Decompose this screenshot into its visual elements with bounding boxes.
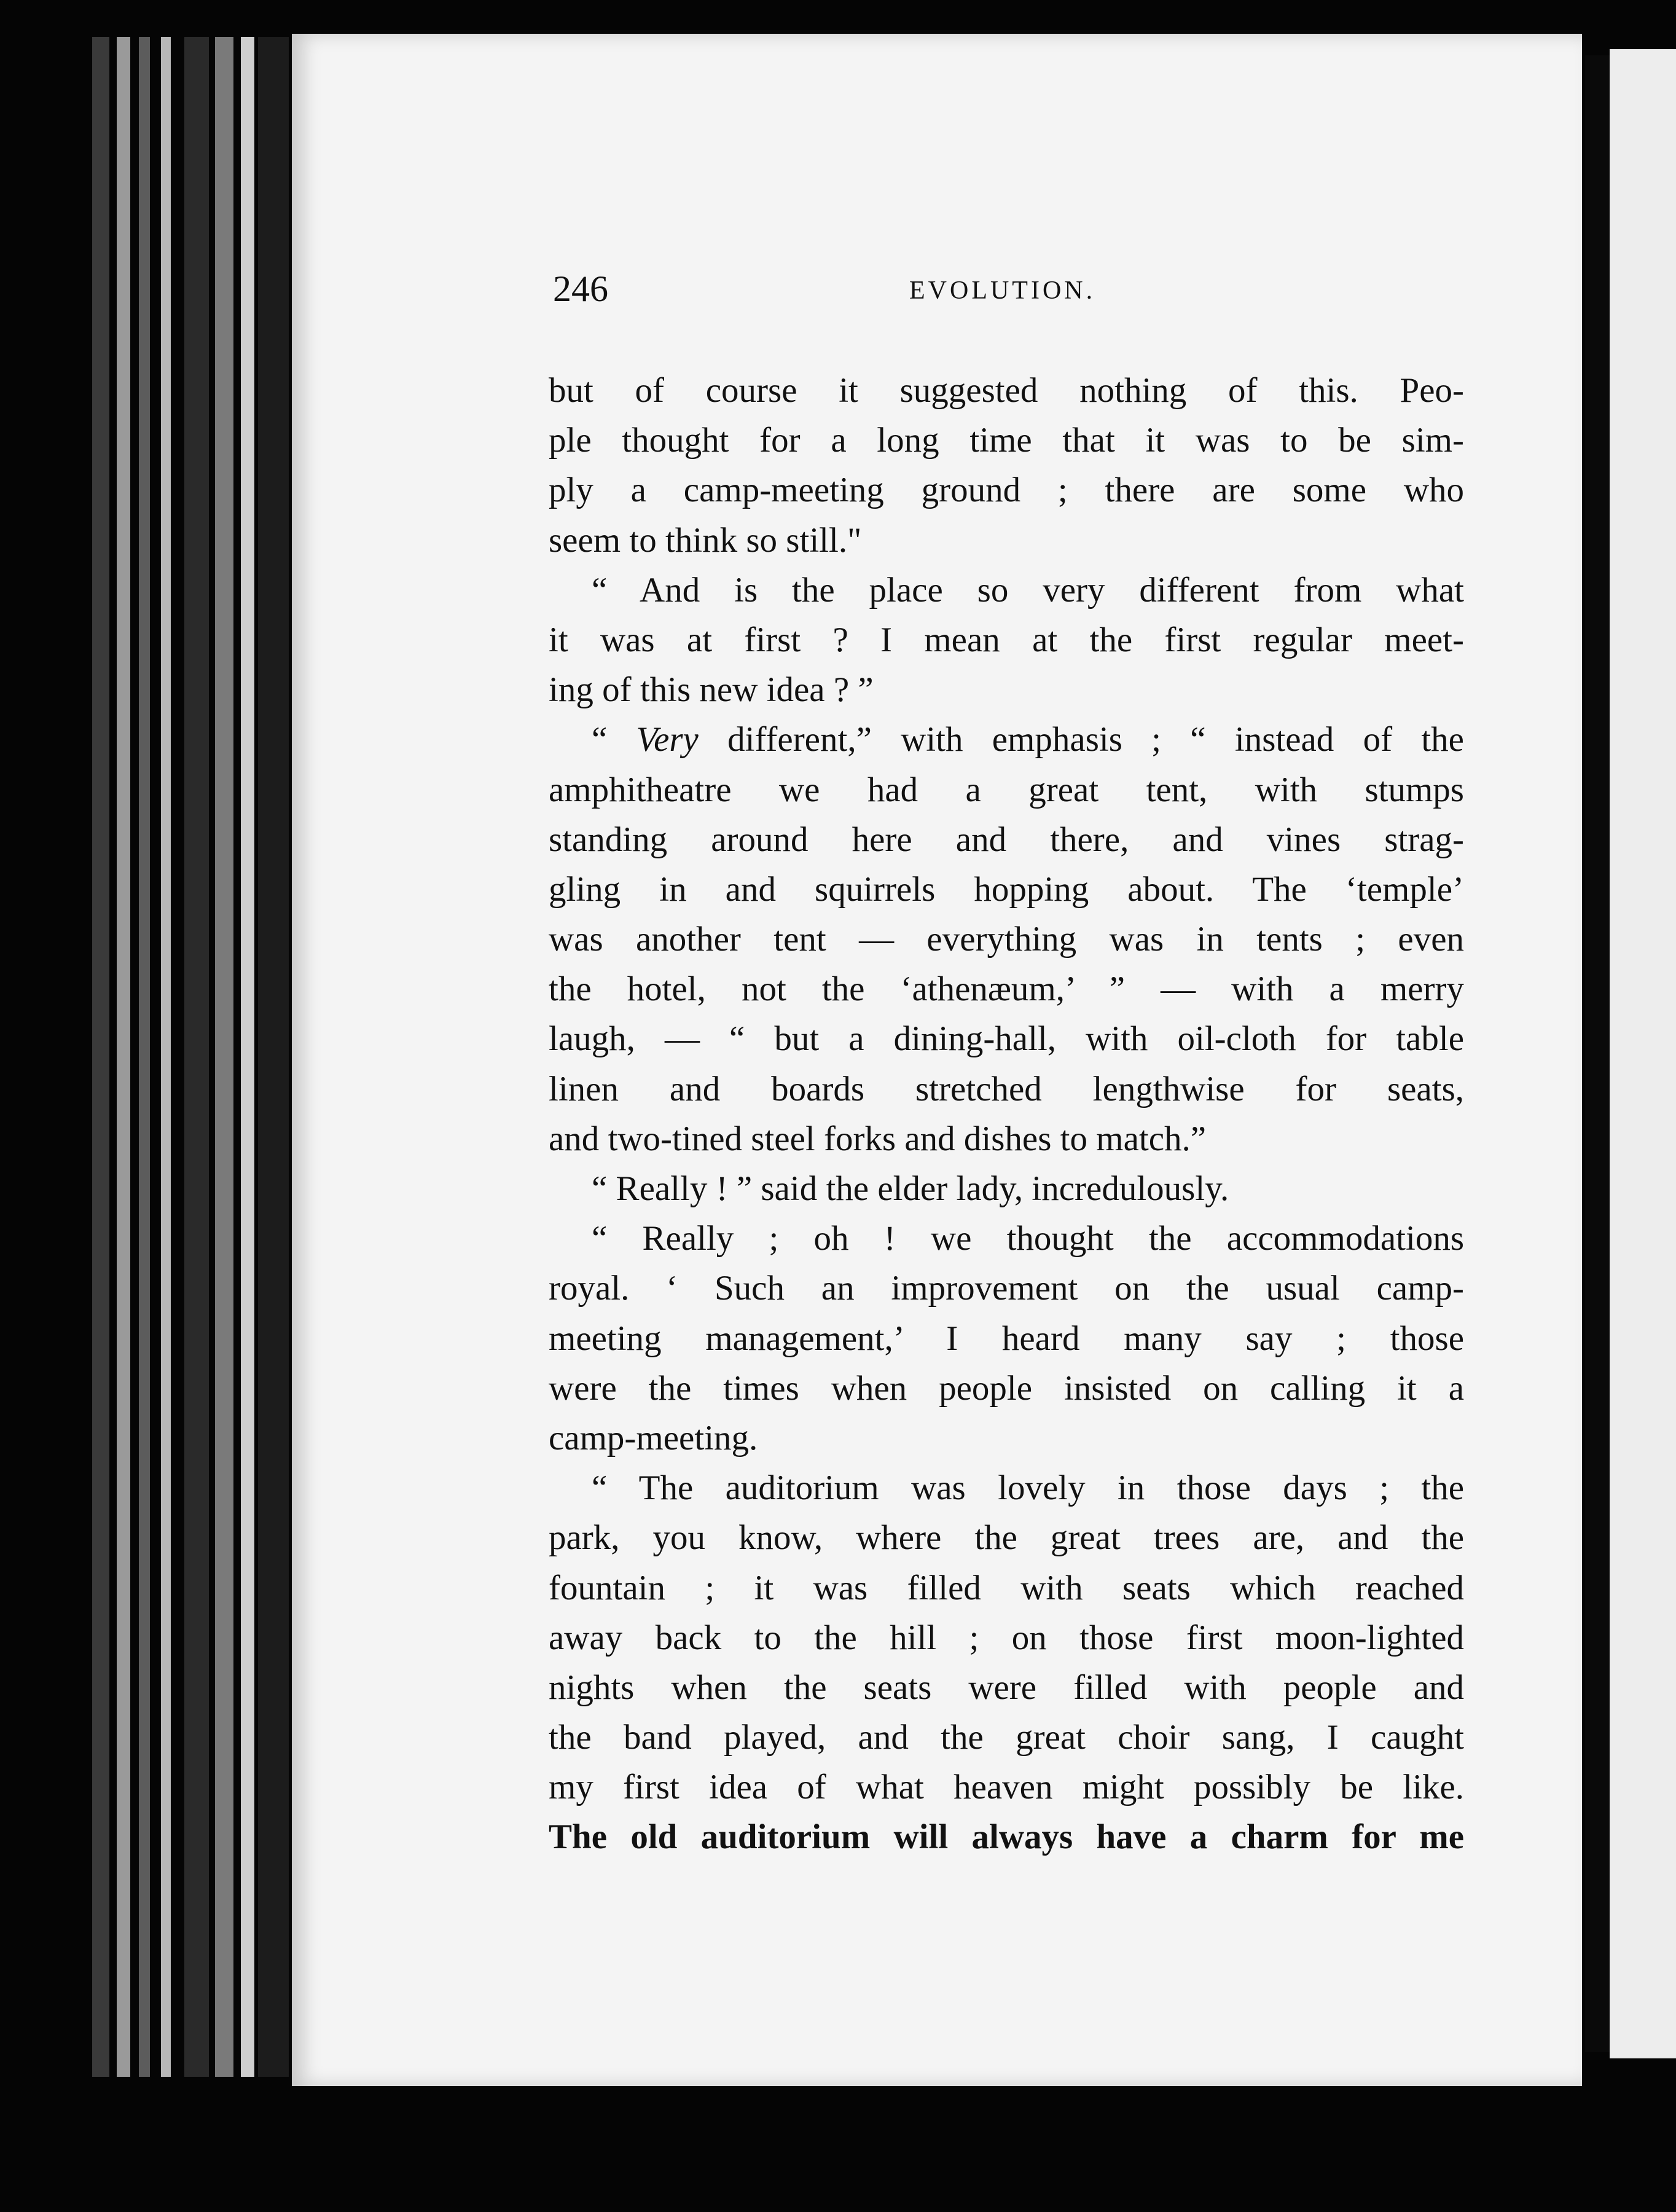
emphasis-word: Very — [636, 720, 699, 759]
facing-page-edge — [1610, 49, 1676, 2058]
text-line: ple thought for a long time that it was to be sim- — [549, 421, 1464, 460]
text-line: laugh, — “ but a dining-hall, with oil-cloth for table — [549, 1019, 1464, 1059]
page-number: 246 — [553, 269, 608, 309]
text-line: were the times when people insisted on calling it a — [549, 1368, 1464, 1408]
running-head: EVOLUTION. — [909, 276, 1096, 305]
page-gutter-shadow — [1585, 55, 1610, 2052]
text-line: linen and boards stretched lengthwise for seats, — [549, 1069, 1464, 1108]
book-edge-stripe — [92, 37, 109, 2077]
text-line: meeting management,’ I heard many say ; those — [549, 1319, 1464, 1358]
text-line: standing around here and there, and vines strag- — [549, 820, 1464, 859]
text-line: seem to think so still." — [549, 520, 862, 560]
text-line: park, you know, where the great trees are, and the — [549, 1518, 1464, 1558]
book-edge-stripe — [184, 37, 209, 2077]
text-line: The old auditorium will always have a charm for me — [549, 1818, 1464, 1857]
text-line: gling in and squirrels hopping about. The ‘temple’ — [549, 869, 1464, 909]
book-edge-stripe — [161, 37, 171, 2077]
page-body-text — [549, 366, 1464, 1862]
text-line: away back to the hill ; on those first moon-lighted — [549, 1618, 1464, 1657]
text-line-segment: “ — [592, 720, 636, 759]
text-line: but of course it suggested nothing of this. Peo- — [549, 371, 1464, 410]
text-line: ply a camp-meeting ground ; there are some who — [549, 471, 1464, 510]
text-line: “ And is the place so very different from what — [592, 570, 1464, 610]
book-edge-stripe — [215, 37, 233, 2077]
text-line: and two-tined steel forks and dishes to match.” — [549, 1119, 1207, 1158]
text-line: amphitheatre we had a great tent, with stumps — [549, 770, 1464, 809]
book-edge-stripe — [139, 37, 150, 2077]
text-line: my first idea of what heaven might possibly be like. — [549, 1768, 1464, 1807]
text-line: ing of this new idea ? ” — [549, 670, 874, 710]
text-line: the band played, and the great choir sang, I caught — [549, 1718, 1464, 1757]
book-edge-stripe — [117, 37, 130, 2077]
text-line: “ Really ; oh ! we thought the accommodations — [592, 1219, 1464, 1258]
text-line: camp-meeting. — [549, 1418, 758, 1457]
text-line: was another tent — everything was in tents ; even — [549, 920, 1464, 959]
text-line: “ The auditorium was lovely in those days ; the — [592, 1469, 1464, 1508]
text-line — [549, 715, 1464, 764]
text-line: royal. ‘ Such an improvement on the usual camp- — [549, 1269, 1464, 1308]
text-line: it was at first ? I mean at the first regular meet- — [549, 620, 1464, 659]
text-line: “ Really ! ” said the elder lady, incredulously. — [592, 1169, 1229, 1208]
text-line: fountain ; it was filled with seats which reached — [549, 1568, 1464, 1607]
text-line: nights when the seats were filled with people and — [549, 1668, 1464, 1707]
text-line: the hotel, not the ‘athenæum,’ ” — with a merry — [549, 970, 1464, 1009]
book-edge-stripe — [241, 37, 254, 2077]
page-header — [553, 264, 1462, 313]
text-line-segment: different,” with emphasis ; “ instead of the — [698, 720, 1464, 759]
book-edge-stripe — [258, 37, 289, 2077]
